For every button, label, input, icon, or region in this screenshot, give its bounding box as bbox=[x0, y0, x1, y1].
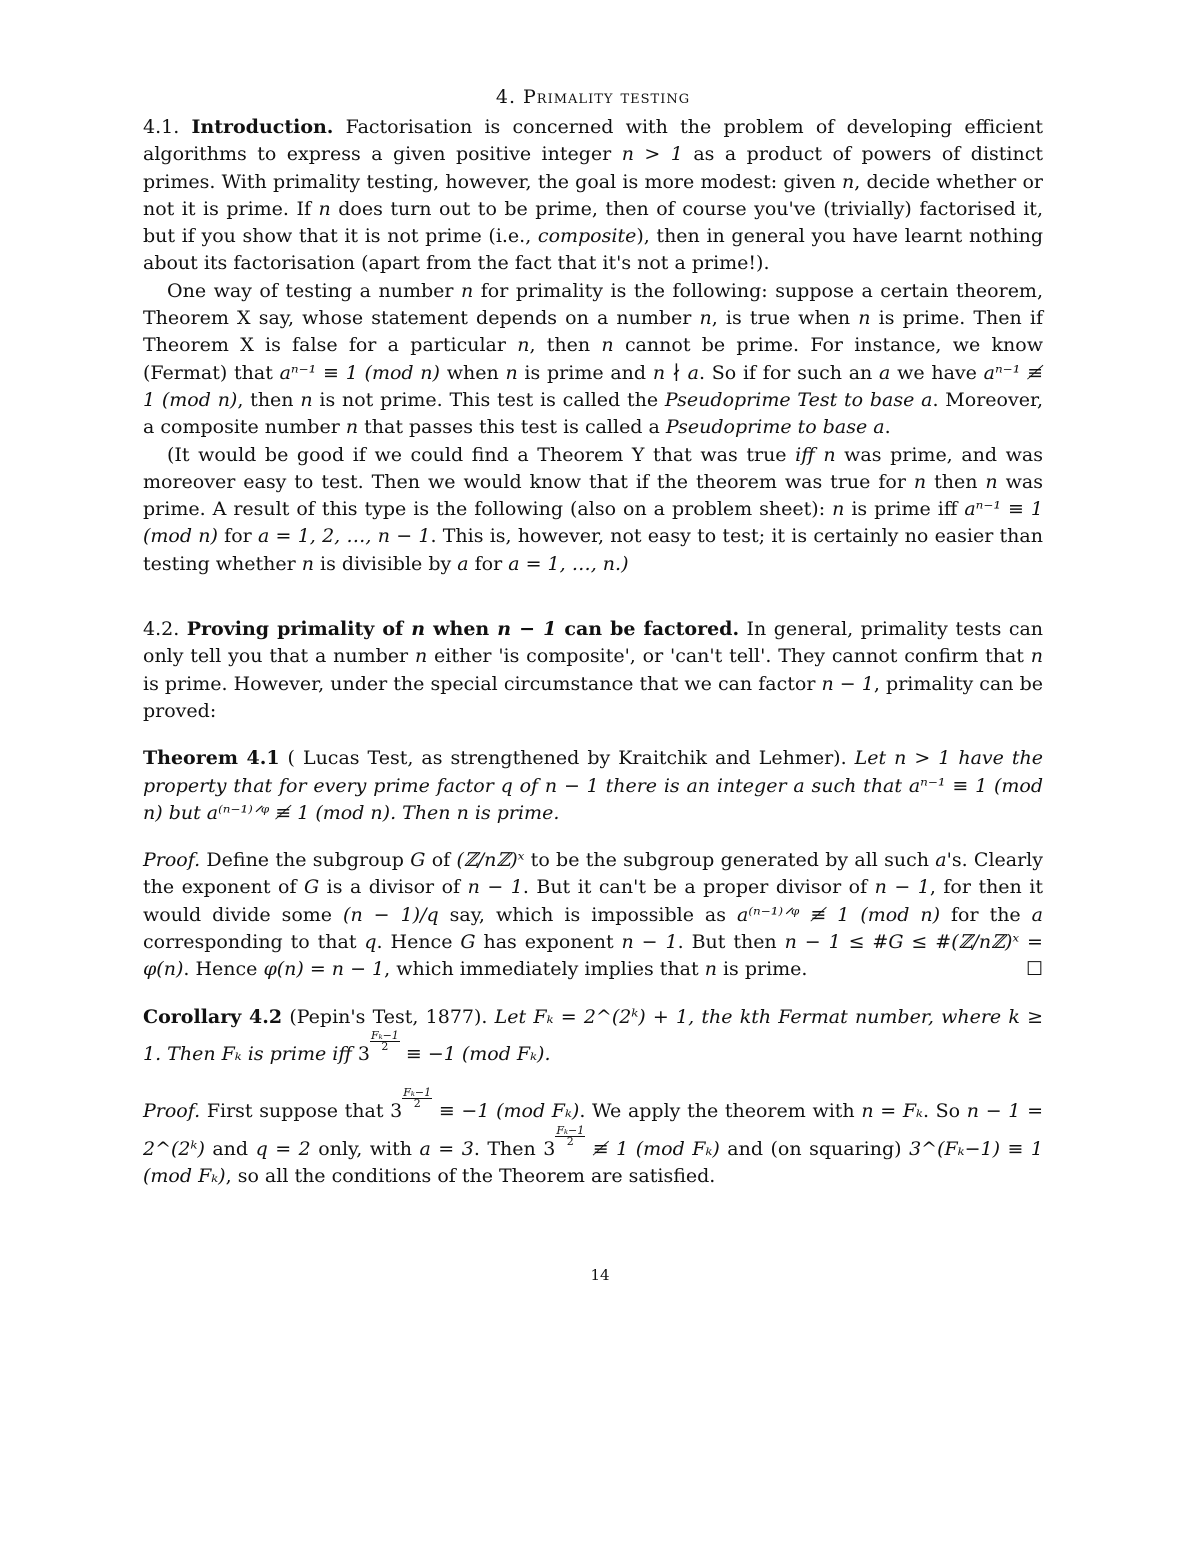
paragraph-theorem-y: (It would be good if we could find a Theorem Y that was true iff n was prime, and was moreover easy to test. Then we would know that if the theorem was true for n then n was prime. A result of this type is the following (also on a problem sheet): n is prime iff aⁿ⁻¹ ≡ 1 (mod n) for a = 1, 2, …, n − 1. This is, however, not easy to test; it is certainly no easier than testing whether n is divisible by a for a = 1, …, n.) bbox=[143, 443, 1043, 575]
qed-box: ☐ bbox=[1025, 958, 1043, 981]
fraction: $\frac{\text{Fₖ−1}}{2}$ bbox=[370, 1028, 399, 1053]
fraction: $\frac{\text{Fₖ−1}}{2}$ bbox=[556, 1123, 585, 1148]
proof-corollary-4-2: Proof. First suppose that 3 $\frac{\text{Fₖ−1}}{2}$ ≡ −1 (mod Fₖ). We apply the theorem with n = Fₖ. So n − 1 = 2^(2ᵏ) and q = 2 only, with a = 3. Then 3 $\frac{\text{Fₖ−1}}{2}$ ≢ 1 (mod Fₖ) and (on squaring) 3^(Fₖ−1) ≡ 1 (mod Fₖ), so all the conditions of the Theorem are satisfied. bbox=[143, 1086, 1044, 1187]
subsection-heading: Introduction. bbox=[191, 116, 334, 138]
subsection-heading: Proving primality of n when n − 1 can be factored. bbox=[186, 618, 740, 641]
page-number: 14 bbox=[590, 1266, 610, 1284]
paragraph-intro: 4.1. Introduction. Factorisation is concerned with the problem of developing efficient algorithms to express a given positive integer n > 1 as a product of powers of distinct primes. With primality testing, however, the goal is more modest: given n, decide whether or not it is prime. If n does turn out to be prime, then of course you've (trivially) factorised it, but if you show that it is not prime (i.e., composite), then in general you have learnt nothing about its factorisation (apart from the fact that it's not a prime!). bbox=[143, 116, 1044, 275]
proof-label: Proof. bbox=[143, 1100, 201, 1123]
proof-theorem-4-1: Proof. Define the subgroup G of (ℤ/nℤ)ˣ to be the subgroup generated by all such a's. Clearly the exponent of G is a divisor of n − 1. But it can't be a proper divisor of n − 1, for then it would divide some (n − 1)/q say, which is impossible as a⁽ⁿ⁻¹⁾ᐟᵠ ≢ 1 (mod n) for the a corresponding to that q. Hence G has exponent n − 1. But then n − 1 ≤ #G ≤ #(ℤ/nℤ)ˣ = φ(n). Hence φ(n) = n − 1, which immediately implies that n is prime. ☐ bbox=[143, 847, 1043, 983]
theorem-4-1: Theorem 4.1 ( Lucas Test, as strengthened by Kraitchik and Lehmer). Let n > 1 have the property that for every prime factor q of n − 1 there is an integer a such that aⁿ⁻¹ ≡ 1 (mod n) but a⁽ⁿ⁻¹⁾ᐟᵠ ≢ 1 (mod n). Then n is prime. bbox=[143, 747, 1043, 824]
proof-label: Proof. bbox=[143, 849, 201, 872]
section-title: 4. Primality testing bbox=[495, 86, 691, 108]
page-content bbox=[143, 86, 1043, 1190]
fraction: $\frac{\text{Fₖ−1}}{2}$ bbox=[403, 1086, 432, 1111]
corollary-4-2: Corollary 4.2 (Pepin's Test, 1877). Let Fₖ = 2^(2ᵏ) + 1, the kth Fermat number, where k ≥ 1. Then Fₖ is prime iff 3 $\frac{\text{Fₖ−1}}{2}$ ≡ −1 (mod Fₖ). bbox=[143, 1005, 1044, 1065]
paragraph-section-4-2: 4.2. Proving primality of n when n − 1 can be factored. In general, primality tests can only tell you that a number n either 'is composite', or 'can't tell'. They cannot confirm that n is prime. However, under the special circumstance that we can factor n − 1, primality can be proved: bbox=[143, 618, 1044, 722]
corollary-label: Corollary 4.2 bbox=[143, 1005, 283, 1028]
paragraph-pseudoprime: One way of testing a number n for primality is the following: suppose a certain theorem, Theorem X say, whose statement depends on a number n, is true when n is prime. Then if Theorem X is false for a particular n, then n cannot be prime. For instance, we know (Fermat) that aⁿ⁻¹ ≡ 1 (mod n) when n is prime and n ∤ a. So if for such an a we have aⁿ⁻¹ ≢ 1 (mod n), then n is not prime. This test is called the Pseudoprime Test to base a. Moreover, a composite number n that passes this test is called a Pseudoprime to base a. bbox=[143, 279, 1043, 439]
theorem-label: Theorem 4.1 bbox=[143, 747, 280, 770]
